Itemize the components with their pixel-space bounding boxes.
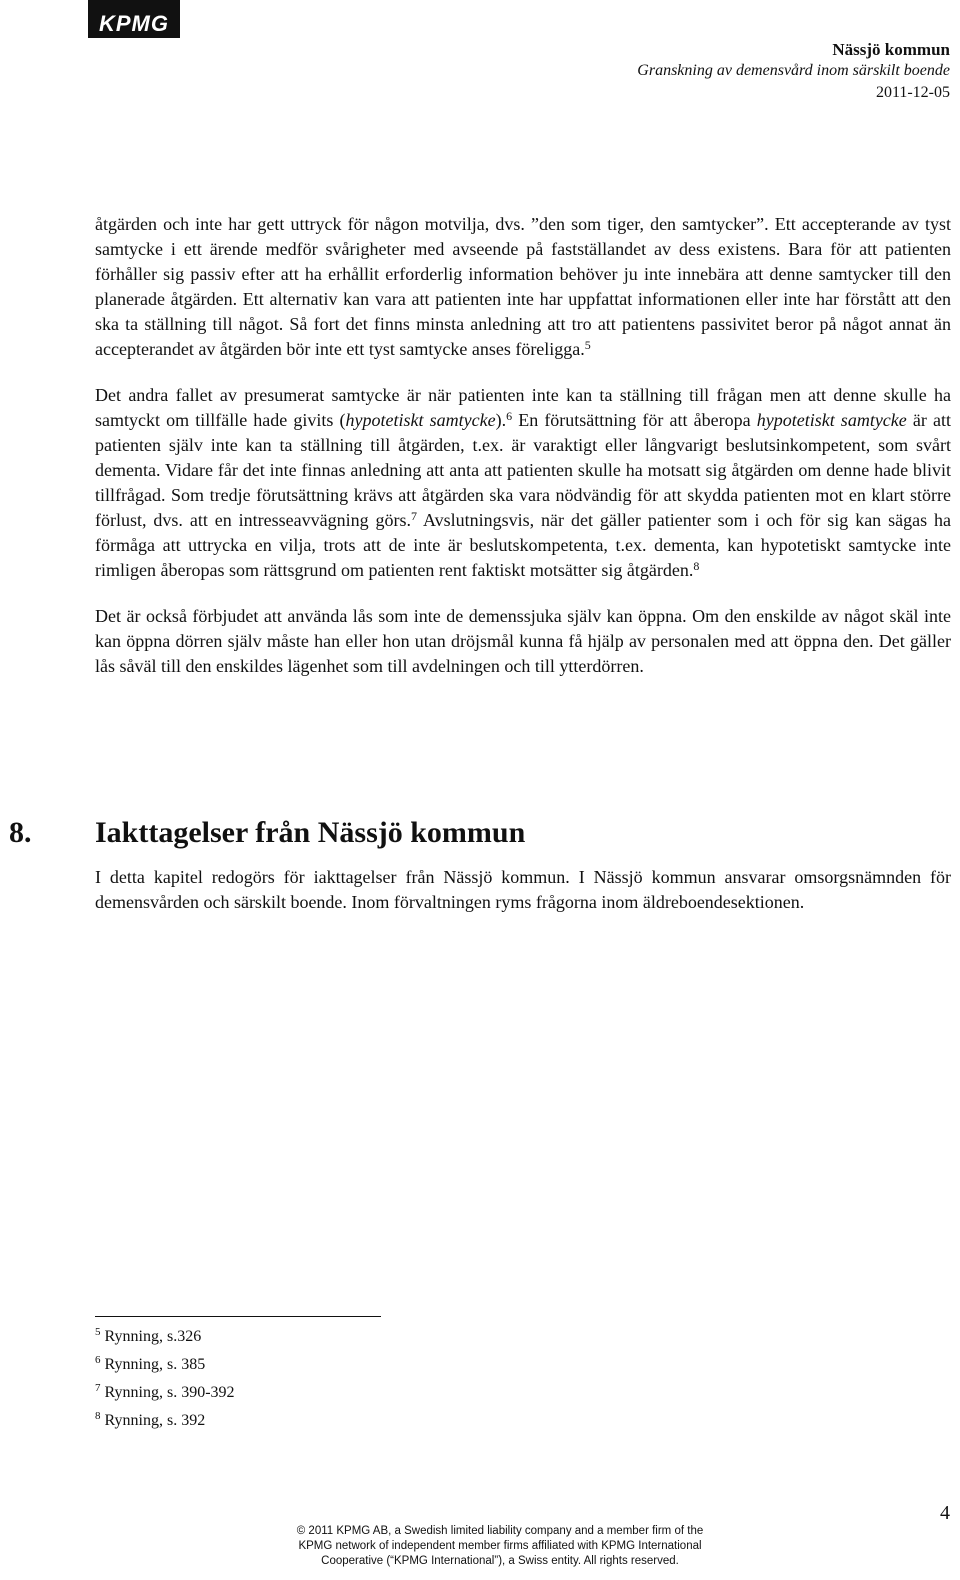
footnote-text: Rynning, s. 390-392 xyxy=(104,1384,235,1401)
paragraph-hypothetical-consent xyxy=(95,383,951,583)
italic-term: hypotetiskt samtycke xyxy=(756,410,907,430)
paragraph-text: Det andra fallet av presumerat samtycke är när patienten inte kan ta ställning till frågan men att denne skulle ha samtyckt om tillfälle hade givits ( xyxy=(95,385,951,430)
kpmg-logo xyxy=(88,0,180,38)
italic-term: hypotetiskt samtycke xyxy=(345,410,496,430)
header-organization: Nässjö kommun xyxy=(832,40,950,59)
paragraph-text: En förutsättning för att åberopa xyxy=(512,410,757,430)
footnotes xyxy=(95,1323,495,1435)
section-intro-text: I detta kapitel redogörs för iakttagelser från Nässjö kommun. I Nässjö kommun ansvarar omsorgsnämnden för demensvården och särskilt boende. Inom förvaltningen ryms frågorna inom äldreboendesektionen. xyxy=(95,867,951,912)
footnote-number: 6 xyxy=(95,1354,101,1366)
header-subtitle: Granskning av demensvård inom särskilt boende xyxy=(637,62,950,79)
footnote-item xyxy=(95,1351,495,1379)
logo-text: KPMG xyxy=(99,11,169,36)
paragraph-text: är att patienten själv inte kan ta ställning till åtgärden, t.ex. är varaktigt eller långvarigt beslutsinkompetent, som svårt dementa. Vidare får det inte finnas anledning att anta att patienten skulle ha motsatt sig åtgärden om denne hade blivit tillfrågad. Som tredje förutsättning krävs att åtgärden ska vara nödvändig för att skydda patienten mot en klart större förlust, dvs. att en intresseavvägning görs. xyxy=(95,410,951,530)
copyright-line: © 2011 KPMG AB, a Swedish limited liability company and a member firm of the xyxy=(296,1525,704,1537)
body-content xyxy=(95,212,951,700)
copyright-line: Cooperative (“KPMG International”), a Swiss entity. All rights reserved. xyxy=(321,1555,679,1567)
footnote-text: Rynning, s.326 xyxy=(104,1328,202,1345)
footnote-text: Rynning, s. 392 xyxy=(104,1412,206,1429)
page-number: 4 xyxy=(940,1502,950,1524)
header-date: 2011-12-05 xyxy=(875,84,950,101)
footnote-ref[interactable]: 5 xyxy=(584,338,591,352)
footnote-separator xyxy=(95,1316,381,1317)
paragraph-locks: Det är också förbjudet att använda lås som inte de demenssjuka själv kan öppna. Om den enskilde av något skäl inte kan öppna dörren själv måste han eller hon utan dröjsmål kunna få hjälp av personalen med att öppna den. Det gäller lås såväl till den enskildes lägenhet som till avdelningen och till ytterdörren. xyxy=(95,606,951,676)
copyright-line: KPMG network of independent member firms affiliated with KPMG International xyxy=(298,1540,702,1552)
footnote-item xyxy=(95,1379,495,1407)
footnote-item xyxy=(95,1323,495,1351)
document-header xyxy=(637,40,950,104)
paragraph-text: Avslutningsvis, när det gäller patienter som i och för sig kan sägas ha förmåga att uttrycka en vilja, trots att de inte är beslutskompetenta, t.ex. dementa, kan hypotetiskt samtycke inte rimligen åberopas som rättsgrund om patienten rent faktiskt motsätter sig åtgärden. xyxy=(95,510,951,580)
footnote-number: 8 xyxy=(95,1410,101,1422)
footnote-number: 5 xyxy=(95,1326,101,1338)
section-title: Iakttagelser från Nässjö kommun xyxy=(95,816,526,849)
footnote-number: 7 xyxy=(95,1382,101,1394)
footnote-text: Rynning, s. 385 xyxy=(104,1356,206,1373)
footnote-ref[interactable]: 6 xyxy=(506,409,513,423)
section-number: 8. xyxy=(9,816,32,849)
copyright-notice xyxy=(270,1524,730,1569)
footnote-ref[interactable]: 8 xyxy=(693,559,700,573)
paragraph-text: ). xyxy=(495,410,507,430)
footnote-ref[interactable]: 7 xyxy=(411,509,418,523)
footnote-item xyxy=(95,1407,495,1435)
paragraph-text: åtgärden och inte har gett uttryck för någon motvilja, dvs. ”den som tiger, den samtycker”. Ett accepterande av tyst samtycke i ett ärende medför svårigheter med avseende på fastställandet av dess existens. Bara för att patienten förhåller sig passiv efter att ha erhållit erforderlig information behöver ju inte innebära att denne samtycker till den planerade åtgärden. Ett alternativ kan vara att patienten inte har uppfattat informationen eller inte har förstått att den ska ta ställning till något. Så fort det finns minsta anledning att tro att patientens passivitet beror på något annat än accepterandet av åtgärden bör inte ett tyst samtycke anses föreligga. xyxy=(95,214,951,359)
paragraph-tacit-consent xyxy=(95,212,951,362)
